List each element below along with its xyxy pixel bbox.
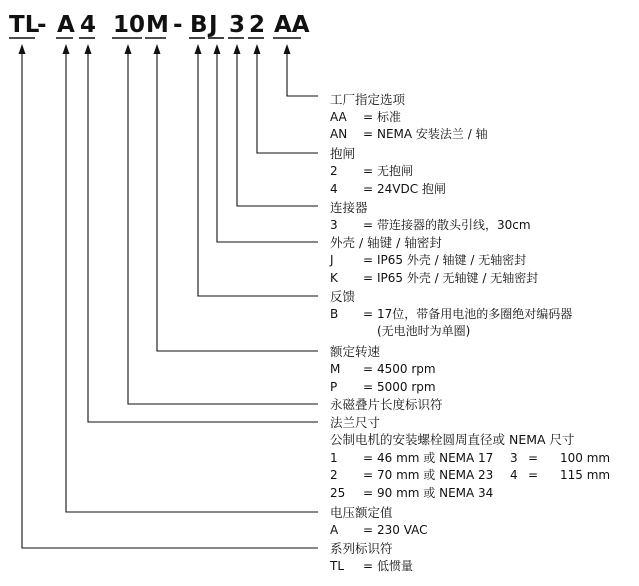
leader-flange [88,52,318,422]
voltage-heading: 电压额定值 [330,505,393,520]
arrow-voltage [63,44,70,54]
code-dash-1: - [37,12,47,38]
arrow-speed [154,44,161,54]
feedback-item-0-desc: 17位，带备用电池的多圈绝对编码器 [377,307,573,321]
series-item-0-desc: 低惯量 [377,559,414,573]
leader-voltage [66,52,318,512]
brake-item-1-key: 4 [330,182,338,196]
feedback-item-0-key: B [330,307,339,321]
voltage-item-0-key: A [330,523,339,537]
connector-item-0-eq: = [363,218,374,232]
connector-heading: 连接器 [330,200,368,215]
flange-item-2-desc: 90 mm 或 NEMA 34 [377,486,494,500]
factory-item-1-desc: NEMA 安装法兰 / 轴 [377,127,488,141]
factory-item-1-eq: = [363,127,374,141]
arrow-factory [284,44,291,54]
arrow-brake [254,44,261,54]
flange-item-2-key: 25 [330,486,346,500]
series-item-0-eq: = [363,559,374,573]
housing-item-1-key: K [330,271,338,285]
housing-item-0-eq: = [363,253,374,267]
leader-housing [217,52,318,242]
descriptions [329,92,610,573]
speed-item-1-eq: = [363,380,374,394]
speed-heading: 额定转速 [330,344,381,359]
flange-item-1-eq2: = [528,468,539,482]
flange-item-0-eq: = [363,451,374,465]
leader-lines [19,44,319,548]
flange-item-2-eq: = [363,486,374,500]
feedback-note: (无电池时为单圈) [377,324,471,338]
series-item-0-key: TL [330,559,345,573]
housing-heading: 外壳 / 轴键 / 轴密封 [330,235,442,250]
code-feedback: B [190,12,208,38]
magnet-heading: 永磁叠片长度标识符 [330,397,443,412]
brake-item-1-eq: = [363,182,374,196]
flange-item-1-desc2: 115 mm [560,468,611,482]
flange-item-0-key: 1 [330,451,338,465]
arrow-series [19,44,26,54]
arrow-connector [234,44,241,54]
brake-item-0-eq: = [363,164,374,178]
brake-heading: 抱闸 [330,146,356,161]
factory-item-0-desc: 标准 [377,110,402,124]
brake-item-0-desc: 无抱闸 [377,164,414,178]
code-voltage: A [57,12,75,38]
factory-heading: 工厂指定选项 [330,92,406,107]
brake-item-1-desc: 24VDC 抱闸 [377,182,446,196]
flange-item-1-key2: 4 [510,468,518,482]
housing-item-1-desc: IP65 外壳 / 无轴键 / 无轴密封 [377,271,539,285]
factory-item-0-eq: = [363,110,374,124]
flange-item-0-desc: 46 mm 或 NEMA 17 [377,451,494,465]
code-brake: 2 [249,12,266,38]
connector-item-0-key: 3 [330,218,338,232]
voltage-item-0-eq: = [363,523,374,537]
housing-item-0-desc: IP65 外壳 / 轴键 / 无轴密封 [377,253,527,267]
code-magnet: 10 [113,12,146,38]
code-flange: 4 [80,12,97,38]
arrow-flange [85,44,92,54]
flange-item-0-desc2: 100 mm [560,451,611,465]
feedback-heading: 反馈 [330,289,356,304]
connector-item-0-desc: 带连接器的散头引线，30cm [377,218,531,232]
leader-connector [237,52,318,206]
code-housing: J [209,12,218,38]
flange-item-1-key: 2 [330,468,338,482]
leader-feedback [198,52,318,296]
flange-item-1-desc: 70 mm 或 NEMA 23 [377,468,494,482]
speed-item-1-key: P [330,380,338,394]
flange-heading: 法兰尺寸 [330,415,381,430]
speed-item-1-desc: 5000 rpm [377,380,436,394]
factory-item-1-key: AN [330,127,348,141]
housing-item-1-eq: = [363,271,374,285]
flange-item-1-eq: = [363,468,374,482]
speed-item-0-desc: 4500 rpm [377,362,436,376]
feedback-item-0-eq: = [363,307,374,321]
code-speed: M [146,12,169,38]
flange-subheading: 公制电机的安装螺栓圆周直径或 NEMA 尺寸 [330,432,575,447]
speed-item-0-eq: = [363,362,374,376]
housing-item-0-key: J [330,253,334,267]
flange-item-0-eq2: = [528,451,539,465]
brake-item-0-key: 2 [330,164,338,178]
code-factory: AA [274,12,310,38]
flange-item-0-key2: 3 [510,451,518,465]
voltage-item-0-desc: 230 VAC [377,523,428,537]
series-heading: 系列标识符 [330,541,393,556]
factory-item-0-key: AA [330,110,347,124]
code-series: TL [9,12,40,38]
arrow-feedback [195,44,202,54]
speed-item-0-key: M [330,362,341,376]
code-dash-2: - [173,12,183,38]
leader-factory [287,52,318,96]
arrow-magnet [125,44,132,54]
model-code [9,12,310,38]
arrow-housing [214,44,221,54]
code-connector: 3 [229,12,246,38]
